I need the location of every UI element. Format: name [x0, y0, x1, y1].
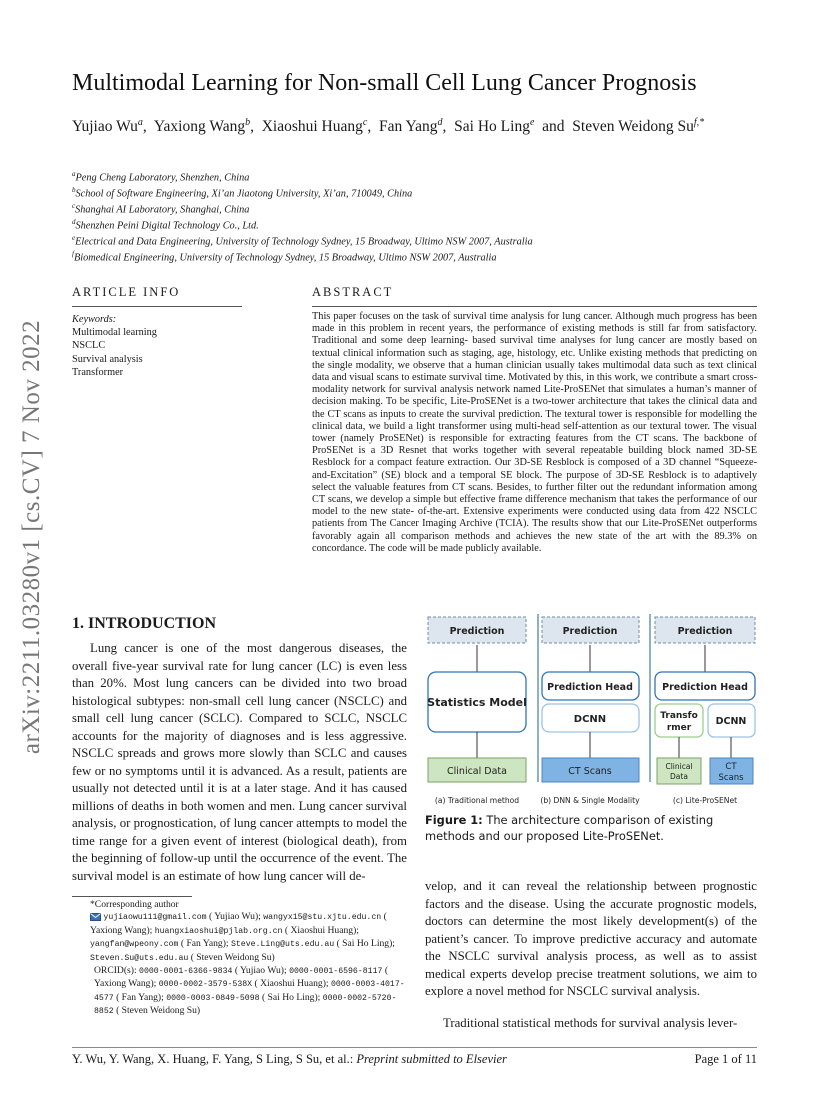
orcid-owner: ( Fan Yang); — [116, 991, 164, 1003]
model-label: DCNN — [573, 714, 607, 725]
footnotes — [72, 899, 410, 1019]
footer-venue: Preprint submitted to Elsevier — [356, 1052, 507, 1066]
email-link[interactable]: Steve.Ling@uts.edu.au — [230, 940, 335, 950]
keyword: Transformer — [72, 366, 124, 378]
head-label: Prediction Head — [547, 682, 633, 693]
orcid-id[interactable]: 0000-0002-5720-8852 — [94, 993, 397, 1017]
intro-paragraph-continued: velop, and it can reveal the relationship between prognostic factors and the disease. Using the accurate prognostic models, doctors can determine the most likely development(s) of the patient’s cancer. To improve predictive accuracy and automate the NSCLC survival analysis process, as well as to assist medical experts develop precise treatment solutions, we aim to explore a novel method for NSCLC survival analysis. — [425, 879, 757, 998]
affiliation: $^a$Peng Cheng Laboratory, Shenzhen, China — [72, 170, 250, 184]
corresponding-note: *Corresponding author — [90, 899, 179, 910]
input-label: CT Scans — [568, 766, 612, 777]
affiliation: $^f$Biomedical Engineering, University of Technology Sydney, 15 Broadway, Ultimo NSW 2007, Australia — [72, 250, 497, 264]
orcid-id[interactable]: 0000-0003-4017-4577 — [94, 980, 405, 1003]
clinical-input-label: Data — [670, 772, 688, 781]
panel-label: (b) DNN & Single Modality — [540, 796, 640, 805]
footer-rule — [72, 1047, 757, 1048]
email-link[interactable]: yangfan@wpeony.com — [90, 940, 179, 950]
abstract-rule — [312, 306, 757, 307]
orcid-id[interactable]: 0000-0001-6366-9834 — [139, 967, 233, 977]
orcid-id[interactable]: 0000-0002-3579-538X — [158, 980, 253, 990]
text-tower-label: Transfo — [660, 711, 698, 721]
text-tower-label: rmer — [666, 723, 692, 733]
keyword: Multimodal learning — [72, 327, 157, 339]
abstract-text: This paper focuses on the task of survival time analysis for lung cancer. Although much progress has been made in this problem in recent years, the performance of existing methods is still far from satisfactory. Traditional and some deep learning- based survival time analyses for lung cancer are mostly based on textual clinical information such as staging, age, histology, etc. Unlike existing methods that predicting on the single modality, we observe that a human clinician usually takes multimodal data such as text clinical data and visual scans to estimate survival time. Motivated by this, in this work, we contribute a smart cross-modality network for survival analysis network named Lite-ProSENet that simulates a human’s manner of decision making. To be specific, Lite-ProSENet is a two-tower architecture that takes the clinical data and the CT scans as inputs to create the survival prediction. The textural tower is responsible for modelling the clinical data, we build a light transformer using multi-head self-attention as our textural tower. The visual tower (namely ProSENet) is responsible for extracting features from the CT scans. The backbone of ProSENet is a 3D Resnet that works together with several repeatable building block named 3D-SE Resblock for a compact feature extraction. Our 3D-SE Resblock is composed of a 3D channel “Squeeze-and-Excitation” (SE) block and a temporal SE block. The purpose of 3D-SE Resblock is to adaptively select the valuable features from CT scans. Besides, to further filter out the redundant information among CT scans, we develop a simple but effective frame difference mechanism that takes the performance of our model to the new state- of-the-art. Extensive experiments were conducted using data from 422 NSCLC patients from The Cancer Imaging Archive (TCIA). The results show that our Lite-ProSENet outperforms favorably again all comparison methods and achieves the new state of the art with the 89.3% on concordance. The code will be made publicly available. — [312, 311, 757, 554]
panel-label: (a) Traditional method — [434, 796, 520, 805]
author: Xiaoshui Huang$^c$, — [261, 117, 372, 136]
author: Yujiao Wu$^a$, — [72, 117, 147, 136]
arxiv-side-stamp: arXiv:2211.03280v1 [cs.CV] 7 Nov 2022 — [18, 319, 45, 755]
intro-paragraph: Traditional statistical methods for survival analysis lever- — [443, 1016, 738, 1030]
panel-label: (c) Lite-ProSENet — [672, 796, 738, 805]
email-owner: ( Fan Yang); — [180, 938, 229, 950]
email-link[interactable]: yujiaowu111@gmail.com — [103, 913, 207, 923]
panel-b — [540, 617, 640, 805]
author: Fan Yang$^d$, — [378, 117, 447, 136]
head-label: Prediction Head — [662, 682, 748, 693]
orcid-id[interactable]: 0000-0001-6596-8117 — [289, 967, 383, 977]
visual-tower-label: DCNN — [715, 716, 747, 727]
author: Sai Ho Ling$^e$ — [454, 117, 535, 136]
intro-paragraph: Lung cancer is one of the most dangerous diseases, the overall five-year survival rate for lung cancer (LC) is even less than 20%. Most lung cancers can be divided into two broad histological subtypes: non-small cell lung cancer (NSCLC) and small cell lung cancer (SCLC). Compared to SCLC, NSCLC accounts for the majority of diagnoses and is less aggressive. NSCLC spreads and grows more slowly than SCLC and causes few or no symptoms until it is advanced. As a result, patients are usually not detected until it is at a later stage. And it has caused millions of deaths in both women and men. Lung cancer survival analysis, or prognostication, of lung cancer attempts to model the time range for a given event of interest (biological death), from the beginning of follow-up until the occurrence of the event. The survival model is an estimate of how lung cancer will de- — [72, 641, 407, 883]
orcid-owner: ( Steven Weidong Su) — [116, 1005, 201, 1017]
figure-caption — [425, 812, 759, 844]
author-list — [72, 112, 762, 138]
email-owner: ( Xiaoshui Huang); — [284, 924, 359, 936]
orcid-owner: ( Xiaoshui Huang); — [254, 978, 329, 990]
email-link[interactable]: huangxiaoshui@pjlab.org.cn — [154, 926, 283, 936]
affiliation: $^d$Shenzhen Peini Digital Technology Co., Ltd. — [72, 218, 259, 232]
prediction-label: Prediction — [677, 626, 733, 637]
affiliation: $^c$Shanghai AI Laboratory, Shanghai, China — [72, 202, 250, 216]
prediction-label: Prediction — [449, 626, 505, 637]
email-owner: ( Yujiao Wu); — [209, 911, 261, 923]
panel-c — [655, 617, 755, 805]
author: Steven Weidong $Su^{f,*}$ — [572, 117, 705, 136]
figure-caption-label: Figure 1: — [425, 813, 483, 827]
orcid-owner: ( Sai Ho Ling); — [261, 991, 321, 1003]
model-label: Statistics Model — [427, 696, 527, 709]
prediction-label: Prediction — [562, 626, 618, 637]
email-icon — [90, 913, 101, 921]
keyword: NSCLC — [72, 340, 106, 352]
section-heading: 1. INTRODUCTION — [72, 615, 217, 632]
paper-title: Multimodal Learning for Non-small Cell Lung Cancer Prognosis — [72, 70, 697, 96]
email-owner: ( Sai Ho Ling); — [336, 938, 395, 950]
author-conjunction: and — [542, 118, 565, 136]
affiliation: $^e$Electrical and Data Engineering, University of Technology Sydney, 15 Broadway, Ultimo NSW 2007, Australia — [72, 234, 533, 248]
architecture-figure — [425, 612, 760, 812]
keywords-block — [72, 313, 157, 379]
footer-authors: Y. Wu, Y. Wang, X. Huang, F. Yang, S Ling, S Su, et al.: — [72, 1052, 354, 1066]
footnote-rule — [72, 896, 192, 897]
article-info-heading: ARTICLE INFO — [72, 285, 181, 299]
email-owner: ( Yaxiong Wang); — [90, 911, 387, 936]
orcid-label: ORCID(s): — [94, 965, 137, 977]
affiliation: $^b$School of Software Engineering, Xi’an Jiaotong University, Xi’an, 710049, China — [72, 186, 413, 200]
page-number: Page 1 of 11 — [694, 1052, 757, 1066]
clinical-input-label: Clinical — [665, 762, 693, 771]
running-footer — [72, 1052, 507, 1067]
article-info-rule — [72, 306, 242, 307]
orcid-owner: ( Yujiao Wu); — [234, 965, 287, 977]
orcid-id[interactable]: 0000-0003-0849-5098 — [166, 993, 260, 1003]
panel-a — [427, 617, 527, 805]
email-owner: ( Steven Weidong Su) — [190, 951, 275, 963]
figure-caption-text: The architecture comparison of existing methods and our proposed Lite-ProSENet. — [425, 813, 714, 843]
orcid-owner: ( Yaxiong Wang); — [94, 965, 389, 990]
abstract-heading: ABSTRACT — [312, 285, 394, 299]
keyword: Survival analysis — [72, 353, 143, 365]
email-link[interactable]: Steven.Su@uts.edu.au — [90, 953, 189, 963]
email-link[interactable]: wangyx15@stu.xjtu.edu.cn — [263, 913, 382, 923]
input-label: Clinical Data — [447, 766, 507, 777]
ct-input-label: CT — [725, 762, 737, 772]
ct-input-label: Scans — [718, 773, 744, 783]
keywords-label: Keywords: — [72, 314, 117, 325]
author: Yaxiong Wang$^b$, — [153, 117, 254, 136]
